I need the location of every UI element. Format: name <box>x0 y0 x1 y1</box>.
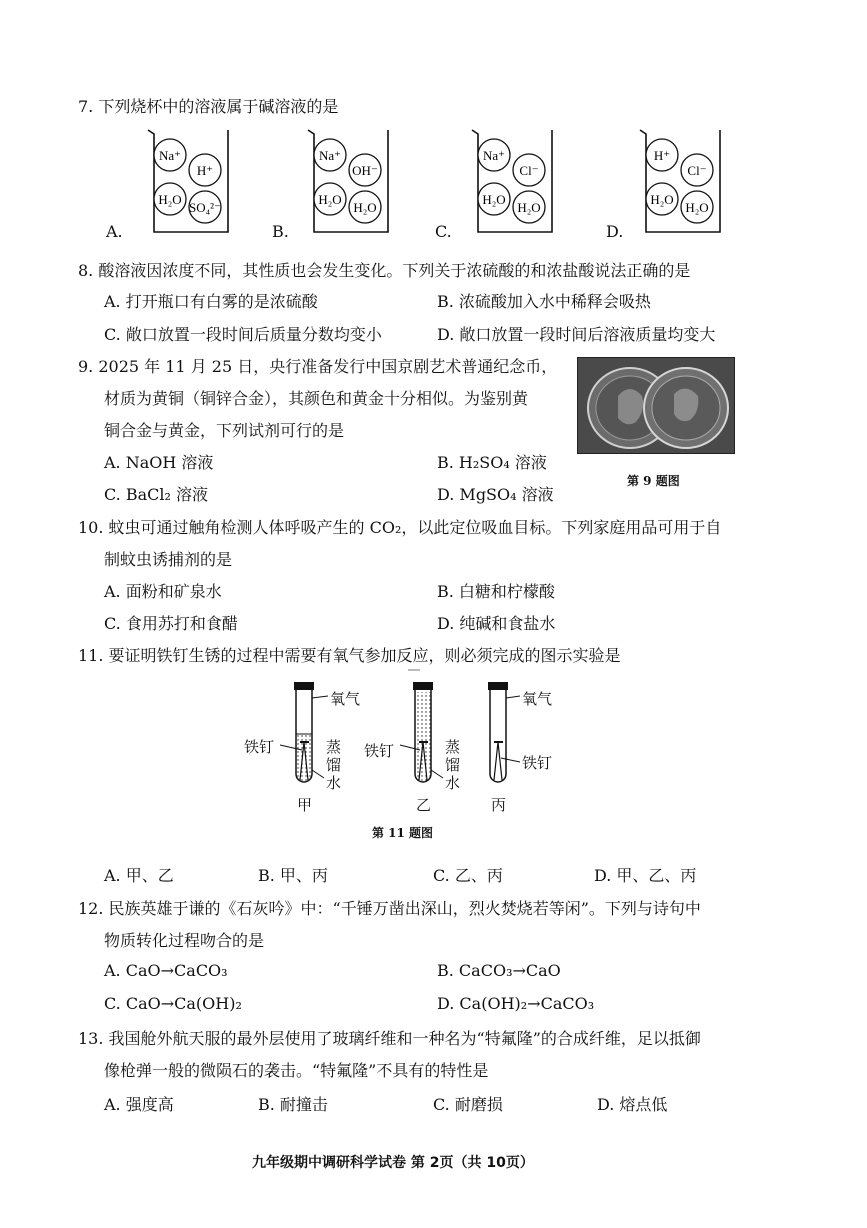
q7-option-label-b: B. <box>272 222 289 241</box>
tube-jia-label: 甲 <box>297 796 313 814</box>
q13-option-a: A. 强度高 <box>104 1095 174 1114</box>
beaker-d <box>640 128 730 238</box>
beaker-b <box>308 128 398 238</box>
q13-option-c: C. 耐磨损 <box>433 1095 503 1114</box>
ion-label: Cl⁻ <box>687 163 707 178</box>
ion-label: Na⁺ <box>158 148 182 163</box>
q9-stem-line1: 9. 2025 年 11 月 25 日，央行准备发行中国京剧艺术普通纪念币， <box>78 357 558 376</box>
q13-stem-line2: 像枪弹一般的微陨石的袭击。“特氟隆”不具有的特性是 <box>104 1061 489 1080</box>
ion-label: H⁺ <box>653 148 671 163</box>
ion-label: H₂O <box>158 192 182 207</box>
tube-jia-nail-label: 铁钉 <box>244 738 275 756</box>
tube-jia-oxygen-label: 氧气 <box>330 690 361 708</box>
tube-yi <box>400 682 443 782</box>
tube-jia <box>280 682 328 782</box>
q12-option-c: C. CaO→Ca(OH)₂ <box>104 994 242 1013</box>
q10-stem-line1: 10. 蚊虫可通过触角检测人体呼吸产生的 CO₂，以此定位吸血目标。下列家庭用品可用于自 <box>78 518 722 537</box>
ion-label: Na⁺ <box>482 148 506 163</box>
tube-yi-water-2: 馏 <box>445 756 461 774</box>
q9-figure-caption: 第 9 题图 <box>627 474 680 488</box>
page-footer: 九年级期中调研科学试卷 第 2页（共 10页） <box>252 1155 534 1171</box>
q8-stem: 8. 酸溶液因浓度不同，其性质也会发生变化。下列关于浓硫酸的和浓盐酸说法正确的是 <box>78 261 691 280</box>
q8-option-c: C. 敞口放置一段时间后质量分数均变小 <box>104 325 382 344</box>
q11-test-tube-figure <box>0 670 867 830</box>
q9-option-d: D. MgSO₄ 溶液 <box>437 485 554 504</box>
q8-option-d: D. 敞口放置一段时间后溶液质量均变大 <box>437 325 716 344</box>
beaker-c <box>472 128 562 238</box>
q11-option-a: A. 甲、乙 <box>104 866 174 885</box>
tube-yi-water-1: 蒸 <box>445 738 461 756</box>
tube-bing <box>488 682 520 782</box>
q11-option-d: D. 甲、乙、丙 <box>594 866 697 885</box>
q12-option-d: D. Ca(OH)₂→CaCO₃ <box>437 994 595 1013</box>
q10-option-b: B. 白糖和柠檬酸 <box>437 582 555 601</box>
ion-label: H₂O <box>685 200 709 215</box>
q11-figure-caption: 第 11 题图 <box>372 826 434 840</box>
ion-label: H₂O <box>650 192 674 207</box>
q9-stem-line2: 材质为黄铜（铜锌合金），其颜色和黄金十分相似。为鉴别黄 <box>104 389 529 408</box>
tube-jia-water-2: 馏 <box>326 756 342 774</box>
q9-option-b: B. H₂SO₄ 溶液 <box>437 453 547 472</box>
ion-label: Na⁺ <box>318 148 342 163</box>
q11-stem: 11. 要证明铁钉生锈的过程中需要有氧气参加反应，则必须完成的图示实验是 <box>78 646 621 665</box>
q13-option-b: B. 耐撞击 <box>258 1095 328 1114</box>
ion-label: H₂O <box>517 200 541 215</box>
q7-option-label-c: C. <box>435 222 452 241</box>
q10-option-c: C. 食用苏打和食醋 <box>104 614 238 633</box>
ion-label: SO₄²⁻ <box>189 200 221 215</box>
tube-bing-label: 丙 <box>491 796 507 814</box>
q7-option-label-d: D. <box>606 222 624 241</box>
q7-option-label-a: A. <box>106 222 123 241</box>
q12-stem-line2: 物质转化过程吻合的是 <box>104 931 265 950</box>
q10-option-a: A. 面粉和矿泉水 <box>104 582 222 601</box>
tube-jia-water-1: 蒸 <box>326 738 342 756</box>
q12-stem-line1: 12. 民族英雄于谦的《石灰吟》中：“千锤万凿出深山，烈火焚烧若等闲”。下列与诗句中 <box>78 899 701 918</box>
ion-label: Cl⁻ <box>519 163 539 178</box>
q7-stem: 7. 下列烧杯中的溶液属于碱溶液的是 <box>78 97 339 116</box>
q9-option-c: C. BaCl₂ 溶液 <box>104 485 209 504</box>
tube-yi-label: 乙 <box>416 796 432 814</box>
q10-stem-line2: 制蚊虫诱捕剂的是 <box>104 550 233 569</box>
tube-bing-nail-label: 铁钉 <box>522 754 553 772</box>
ion-label: H⁺ <box>196 163 214 178</box>
q9-option-a: A. NaOH 溶液 <box>104 453 214 472</box>
q13-option-d: D. 熔点低 <box>597 1095 668 1114</box>
tube-yi-nail-label: 铁钉 <box>364 742 395 760</box>
q8-option-a: A. 打开瓶口有白雾的是浓硫酸 <box>104 292 318 311</box>
coin-photo <box>577 357 735 454</box>
q12-option-a: A. CaO→CaCO₃ <box>104 961 228 980</box>
tube-bing-oxygen-label: 氧气 <box>522 690 553 708</box>
q11-option-c: C. 乙、丙 <box>433 866 503 885</box>
ion-label: H₂O <box>318 192 342 207</box>
tube-yi-water-3: 水 <box>445 774 461 792</box>
q12-option-b: B. CaCO₃→CaO <box>437 961 561 980</box>
q11-option-b: B. 甲、丙 <box>258 866 328 885</box>
beaker-a <box>148 128 238 238</box>
q13-stem-line1: 13. 我国舱外航天服的最外层使用了玻璃纤维和一种名为“特氟隆”的合成纤维，足以抵御 <box>78 1029 701 1048</box>
q10-option-d: D. 纯碱和食盐水 <box>437 614 556 633</box>
q8-option-b: B. 浓硫酸加入水中稀释会吸热 <box>437 292 651 311</box>
q9-stem-line3: 铜合金与黄金，下列试剂可行的是 <box>104 421 345 440</box>
ion-label: H₂O <box>353 200 377 215</box>
ion-label: H₂O <box>482 192 506 207</box>
tube-jia-water-3: 水 <box>326 774 342 792</box>
ion-label: OH⁻ <box>352 163 378 178</box>
